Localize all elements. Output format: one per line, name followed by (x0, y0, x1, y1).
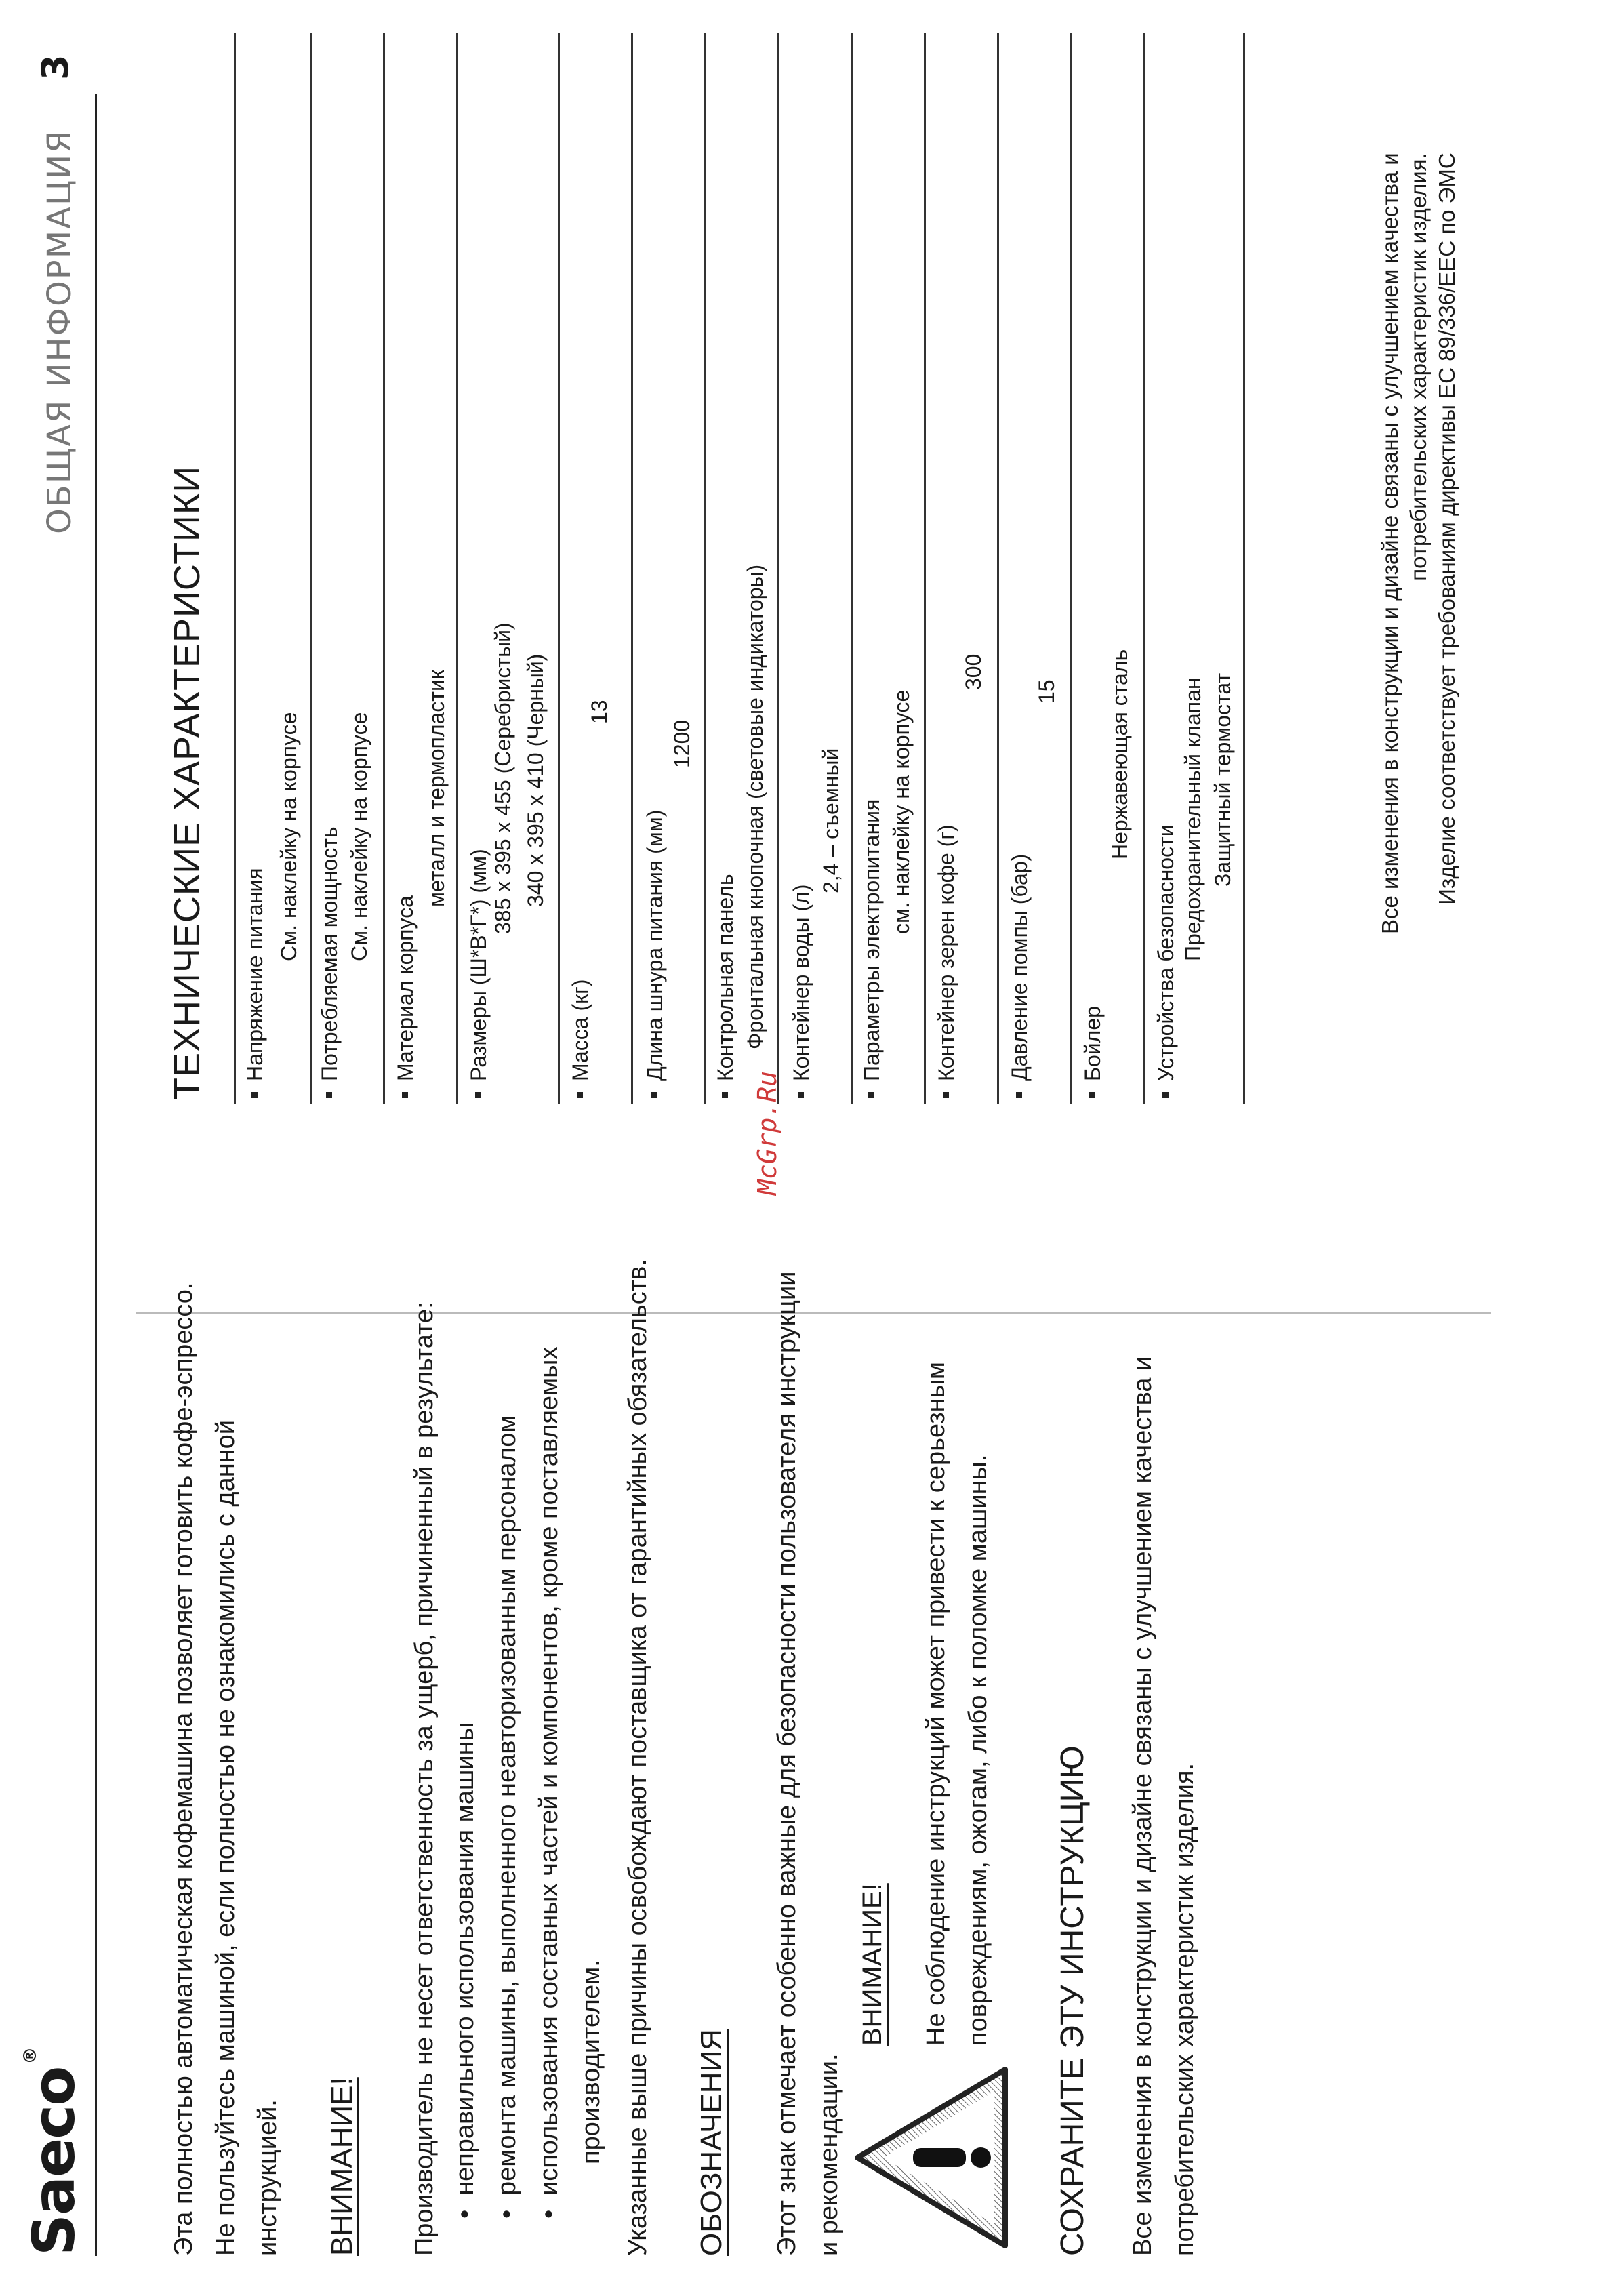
spec-label (858, 799, 885, 1104)
spec-label-text: Параметры электропитания (859, 799, 884, 1081)
square-bullet-icon (1162, 1092, 1169, 1098)
spec-label-text: Материал корпуса (393, 895, 418, 1081)
square-bullet-icon (475, 1092, 481, 1098)
spec-value: металл и термопластик (424, 670, 449, 907)
spec-value: 385 х 395 х 455 (Серебристый) (491, 622, 515, 934)
square-bullet-icon (943, 1092, 949, 1098)
spec-label (567, 979, 594, 1104)
spec-label-text: Масса (кг) (568, 979, 592, 1081)
spec-label (316, 826, 343, 1104)
note-line: потребительских характеристик изделия. (1406, 153, 1431, 581)
spec-value: Предохранительный клапан (1181, 677, 1205, 961)
spec-value: См. наклейку на корпусе (277, 712, 301, 961)
brand-name: Saeco (20, 2067, 88, 2256)
table-row (631, 33, 704, 1104)
list-item-text: неправильного использования машины (451, 1722, 479, 2196)
spec-label-text: Напряжение питания (243, 868, 267, 1081)
spec-label-text: Контрольная панель (713, 874, 737, 1081)
spec-value: Защитный термостат (1211, 672, 1235, 887)
spec-label-text: Размеры (Ш*В*Г*) (мм) (466, 849, 491, 1081)
table-row (704, 33, 777, 1104)
warning-heading: ВНИМАНИЕ! (325, 2077, 359, 2256)
intro-text (163, 1282, 289, 2256)
table-row (234, 33, 310, 1104)
square-bullet-icon (577, 1092, 583, 1098)
list-item-text: ремонта машины, выполненного неавторизованным персоналом (493, 1415, 521, 2196)
square-bullet-icon (251, 1092, 258, 1098)
symbols-line: Этот знак отмечает особенно важные для безопасности пользователя инструкции (773, 1271, 801, 2256)
warning-bullets (444, 1347, 612, 2219)
intro-line: Не пользуйтесь машиной, если полностью не ознакомились с данной (211, 1419, 240, 2256)
spec-label (465, 849, 492, 1104)
spec-value: 1200 (670, 719, 694, 768)
spec-value: 15 (1034, 679, 1059, 704)
table-row (1070, 33, 1143, 1104)
list-item (444, 1347, 486, 2219)
table-row (851, 33, 924, 1104)
table-row (777, 33, 851, 1104)
warning-triangle-icon (851, 2063, 1013, 2252)
header-rule (95, 94, 97, 2256)
spec-value: См. наклейку на корпусе (347, 712, 371, 961)
spec-label (1079, 1006, 1106, 1104)
square-bullet-icon (326, 1092, 332, 1098)
symbols-warning-line: повреждениям, ожогам, либо к поломке машины. (964, 1454, 992, 2046)
spec-label-text: Контейнер зерен кофе (г) (934, 824, 958, 1081)
symbols-warning-text (915, 1362, 999, 2046)
spec-label (1006, 854, 1033, 1104)
list-item (486, 1347, 528, 2219)
table-row (1143, 33, 1245, 1104)
table-row (997, 33, 1070, 1104)
saeco-logo (20, 2048, 88, 2256)
table-row (924, 33, 997, 1104)
spec-value: Фронтальная кнопочная (световые индикаторы) (743, 564, 767, 1049)
square-bullet-icon (1089, 1092, 1095, 1098)
spec-label (788, 884, 815, 1104)
symbols-heading: ОБОЗНАЧЕНИЯ (695, 2029, 728, 2256)
square-bullet-icon (868, 1092, 874, 1098)
list-item (528, 1347, 570, 2219)
spec-label-text: Контейнер воды (л) (789, 884, 813, 1081)
specs-notes (1376, 153, 1461, 934)
note-line: Все изменения в конструкции и дизайне связаны с улучшением качества и (1377, 153, 1402, 934)
spec-label (1152, 824, 1179, 1104)
spec-label-text: Потребляемая мощность (317, 826, 342, 1081)
keep-line: потребительских характеристик изделия. (1171, 1762, 1199, 2256)
keep-heading: СОХРАНИТЕ ЭТУ ИНСТРУКЦИЮ (1055, 1745, 1091, 2256)
specs-table (234, 33, 1245, 1104)
square-bullet-icon (402, 1092, 408, 1098)
table-row (383, 33, 456, 1104)
symbols-warning-line: Не соблюдение инструкций может привести к серьезным (922, 1361, 950, 2046)
table-row (310, 33, 383, 1104)
specs-title: ТЕХНИЧЕСКИЕ ХАРАКТЕРИСТИКИ (167, 465, 207, 1100)
spec-value: 2,4 – съемный (819, 748, 843, 893)
table-row (456, 33, 558, 1104)
spec-label (933, 824, 960, 1104)
spec-value: 13 (587, 700, 611, 724)
table-row (558, 33, 631, 1104)
spec-value: 300 (961, 653, 986, 690)
symbols-warning-heading: ВНИМАНИЕ! (857, 1883, 887, 2046)
symbols-text (766, 1272, 850, 2257)
spec-label (641, 810, 668, 1104)
spec-value: см. наклейку на корпусе (889, 689, 914, 934)
warning-closing: Указанные выше причины освобождают поставщика от гарантийных обязательств. (624, 1259, 652, 2256)
square-bullet-icon (651, 1092, 657, 1098)
spec-label (712, 874, 739, 1104)
intro-line: Эта полностью автоматическая кофемашина позволяет готовить кофе-эспрессо. (169, 1282, 198, 2256)
bullet-glyph: • (493, 2209, 521, 2219)
spec-label (241, 868, 268, 1104)
section-title: ОБЩАЯ ИНФОРМАЦИЯ (41, 129, 79, 534)
intro-line: инструкцией. (253, 2099, 282, 2256)
bullet-glyph: • (451, 2209, 479, 2219)
spec-value: 340 х 395 х 410 (Черный) (523, 653, 548, 907)
page-number: 3 (34, 54, 77, 80)
list-item-continuation: производителем. (577, 1960, 605, 2164)
warning-lead: Производитель не несет ответственность за ущерб, причиненный в результате: (410, 1301, 439, 2256)
square-bullet-icon (1016, 1092, 1022, 1098)
watermark: McGrp.Ru (752, 1070, 782, 1195)
list-item-text: использования составных частей и компонентов, кроме поставляемых (535, 1346, 563, 2196)
spec-label-text: Устройства безопасности (1154, 824, 1178, 1081)
bullet-glyph: • (535, 2209, 563, 2219)
spec-label-text: Бойлер (1080, 1006, 1105, 1081)
square-bullet-icon (798, 1092, 804, 1098)
spec-label-text: Давление помпы (бар) (1007, 853, 1032, 1081)
spec-label-text: Длина шнура питания (мм) (643, 809, 667, 1081)
square-bullet-icon (722, 1092, 728, 1098)
spec-value: Нержавеющая сталь (1108, 649, 1132, 860)
keep-text (1122, 1356, 1206, 2256)
registered-mark: ® (20, 2048, 41, 2065)
note-line: Изделие соответствует требованиям директивы ЕС 89/336/ЕЕС по ЭМС (1434, 153, 1459, 905)
keep-line: Все изменения в конструкции и дизайне связаны с улучшением качества и (1129, 1356, 1157, 2256)
spec-label (392, 895, 419, 1104)
symbols-line: и рекомендации. (815, 2053, 843, 2256)
